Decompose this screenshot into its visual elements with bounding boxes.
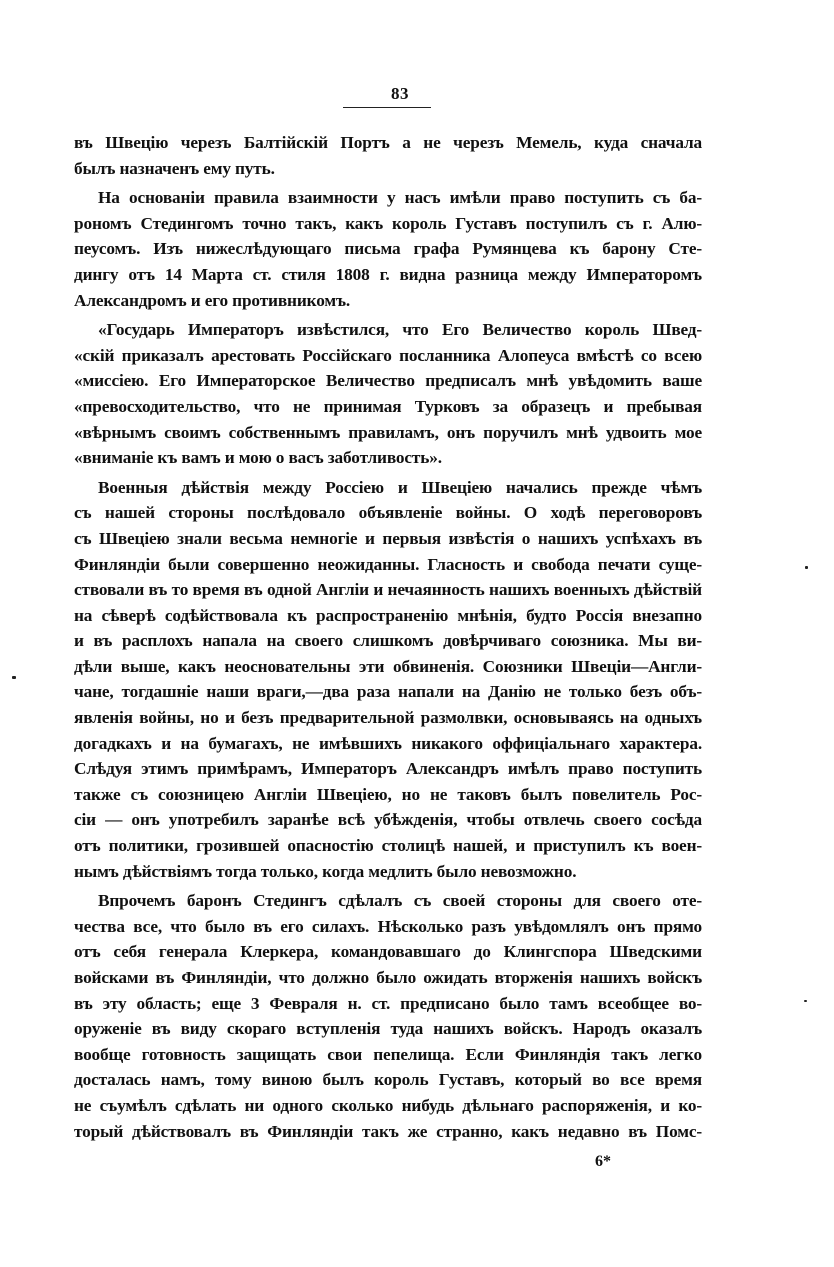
text-line: «Государь Императоръ извѣстился, что Его Величество король Швед- bbox=[98, 320, 702, 340]
text-line: Военныя дѣйствія между Россіею и Швеціею начались прежде чѣмъ bbox=[98, 477, 702, 497]
signature-mark: 6* bbox=[595, 1153, 611, 1170]
text-line: Слѣдуя этимъ примѣрамъ, Императоръ Александръ имѣлъ право поступить bbox=[74, 759, 702, 779]
text-line: также съ союзницею Англіи Швеціею, но не таковъ былъ повелитель Рос- bbox=[74, 784, 702, 804]
header-rule bbox=[343, 107, 431, 108]
text-line: оруженіе въ виду скораго вступленія туда нашихъ войскъ. Народъ оказалъ bbox=[74, 1019, 702, 1039]
text-line: торый дѣйствовалъ въ Финляндіи такъ же странно, какъ недавно въ Помс- bbox=[74, 1121, 702, 1141]
text-line: Финляндіи были совершенно неожиданны. Гласность и свобода печати суще- bbox=[74, 554, 702, 574]
text-line: въ эту область; еще 3 Февраля н. ст. предписано было тамъ всеобщее во- bbox=[74, 993, 702, 1013]
text-line: «скій приказалъ арестовать Россійскаго посланника Алопеуса вмѣстѣ со всею bbox=[74, 345, 702, 365]
scan-speck bbox=[805, 566, 808, 569]
text-line: «вѣрнымъ своимъ собственнымъ правиламъ, онъ поручилъ мнѣ удвоить мое bbox=[74, 422, 702, 442]
text-line: съ Швеціею знали весьма немногіе и первыя извѣстія о нашихъ успѣхахъ въ bbox=[74, 528, 702, 548]
text-line: войсками въ Финляндіи, что должно было ожидать вторженія нашихъ войскъ bbox=[74, 968, 702, 987]
page-number: 83 bbox=[391, 84, 409, 103]
text-line: отъ себя генерала Клеркера, командовавшаго до Клингспора Шведскими bbox=[74, 942, 702, 962]
text-line: сіи — онъ употребилъ заранѣе всѣ убѣжденія, чтобы отвлечь своего сосѣда bbox=[74, 810, 702, 830]
text-line: явленія войны, но и безъ предварительной размолвки, основываясь на одныхъ bbox=[74, 708, 702, 728]
text-line: догадкахъ и на бумагахъ, не имѣвшихъ никакого оффиціальнаго характера. bbox=[74, 733, 702, 753]
text-line: ствовали въ то время въ одной Англіи и нечаянность нашихъ военныхъ дѣйствій bbox=[74, 580, 702, 600]
scan-speck bbox=[804, 1000, 807, 1002]
text-line: дингу отъ 14 Марта ст. стиля 1808 г. видна разница между Императоромъ bbox=[74, 264, 702, 284]
text-line: Александромъ и его противникомъ. bbox=[74, 290, 351, 310]
text-line: дѣли выше, какъ неосновательны эти обвиненія. Союзники Швеціи—Англи- bbox=[74, 656, 702, 676]
text-line: на сѣверѣ содѣйствовала къ распространенію мнѣнія, будто Россія внезапно bbox=[74, 605, 702, 625]
text-line: не съумѣлъ сдѣлать ни одного сколько нибудь дѣльнаго распоряженія, и ко- bbox=[74, 1095, 702, 1115]
text-line: чества все, что было въ его силахъ. Нѣсколько разъ увѣдомлялъ онъ прямо bbox=[74, 916, 702, 936]
text-line: «превосходительство, что не принимая Турковъ за образецъ и пребывая bbox=[74, 396, 702, 416]
text-line: «вниманіе къ вамъ и мою о васъ заботливость». bbox=[74, 448, 442, 468]
text-line: «миссіею. Его Императорское Величество предписалъ мнѣ увѣдомить ваше bbox=[74, 371, 702, 391]
text-line: въ Швецію черезъ Балтійскій Портъ а не черезъ Мемель, куда сначала bbox=[74, 133, 702, 152]
text-line: отъ политики, грозившей опасностію столицѣ нашей, и приступилъ къ воен- bbox=[74, 836, 702, 856]
text-line: досталась намъ, тому виною былъ король Густавъ, который во все время bbox=[74, 1070, 702, 1090]
text-line: съ нашей стороны послѣдовало объявленіе войны. О ходѣ переговоровъ bbox=[74, 503, 702, 523]
text-line: и въ расплохъ напала на своего слишкомъ довѣрчиваго союзника. Мы ви- bbox=[74, 631, 702, 651]
text-line: пеусомъ. Изъ нижеслѣдующаго письма графа Румянцева къ барону Сте- bbox=[74, 239, 702, 259]
text-line: былъ назначенъ ему путь. bbox=[74, 158, 275, 178]
body-text bbox=[74, 130, 702, 1144]
text-line: чане, тогдашніе наши враги,—два раза напали на Данію не только безъ объ- bbox=[74, 682, 702, 702]
text-line: рономъ Стедингомъ точно такъ, какъ король Густавъ поступилъ съ г. Алю- bbox=[74, 213, 702, 233]
text-line: Впрочемъ баронъ Стедингъ сдѣлалъ съ своей стороны для своего оте- bbox=[98, 891, 702, 911]
text-line: На основаніи правила взаимности у насъ имѣли право поступить съ ба- bbox=[98, 188, 702, 208]
text-line: вообще готовность защищать свои пепелища. Если Финляндія такъ легко bbox=[74, 1044, 702, 1064]
text-line: нымъ дѣйствіямъ тогда только, когда медлить было невозможно. bbox=[74, 861, 577, 881]
scan-speck bbox=[12, 676, 16, 679]
